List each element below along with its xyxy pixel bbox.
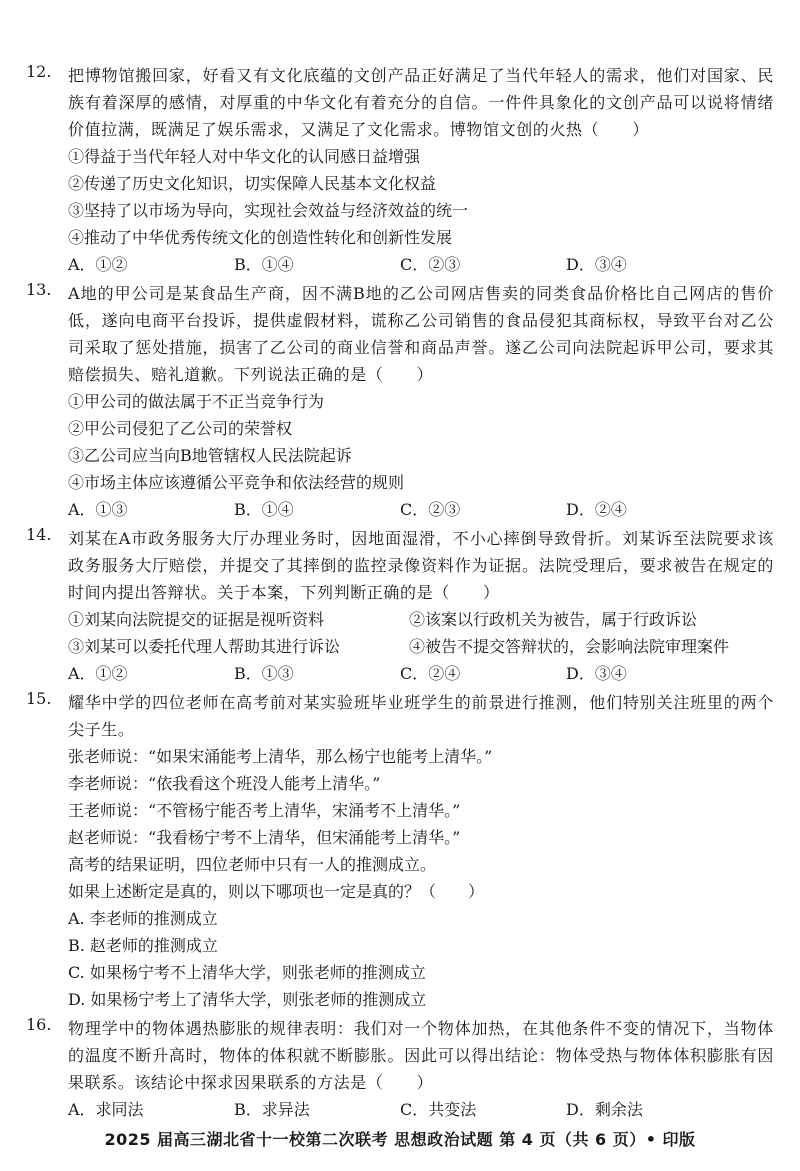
question-13 bbox=[26, 280, 774, 523]
statement: ①甲公司的做法属于不正当竞争行为 bbox=[68, 392, 325, 411]
question-stem: 把博物馆搬回家，好看又有文化底蕴的文创产品正好满足了当代年轻人的需求，他们对国家、民族有着深厚的感情，对厚重的中华文化有着充分的自信。一件件具象化的文创产品可以说将情绪价值拉满，既满足了娱乐需求，又满足了文化需求。博物馆文创的火热（ ） bbox=[68, 66, 774, 139]
teacher-statement: 赵老师说：“我看杨宁考不上清华，但宋涌能考上清华。” bbox=[68, 828, 461, 847]
answer-options bbox=[68, 251, 774, 278]
question-number: 15. bbox=[26, 689, 52, 708]
question-stem: 刘某在A市政务服务大厅办理业务时，因地面湿滑，不小心摔倒导致骨折。刘某诉至法院要求该政务服务大厅赔偿，并提交了其摔倒的监控录像资料作为证据。法院受理后，要求被告在规定的时间内提出答辩状。关于本案，下列判断正确的是（ ） bbox=[68, 529, 774, 602]
teacher-statement: 李老师说：“依我看这个班没人能考上清华。” bbox=[68, 774, 381, 793]
statement: ②传递了历史文化知识，切实保障人民基本文化权益 bbox=[68, 174, 437, 193]
question-prompt: 如果上述断定是真的，则以下哪项也一定是真的？（ ） bbox=[68, 882, 485, 901]
option-c: C．②④ bbox=[400, 664, 461, 683]
question-16 bbox=[26, 1015, 774, 1123]
teacher-statement: 张老师说：“如果宋涌能考上清华，那么杨宁也能考上清华。” bbox=[68, 747, 493, 766]
option-b: B．①④ bbox=[234, 255, 294, 274]
option-d: D．③④ bbox=[566, 664, 627, 683]
statement: ③坚持了以市场为导向，实现社会效益与经济效益的统一 bbox=[68, 201, 469, 220]
page-footer: 2025 届高三湖北省十一校第二次联考 思想政治试题 第 4 页（共 6 页）• 印版 bbox=[104, 1130, 696, 1149]
option-d: D．③④ bbox=[566, 255, 627, 274]
statement-row bbox=[68, 633, 774, 660]
question-15 bbox=[26, 689, 774, 1013]
option-a: A. 李老师的推测成立 bbox=[68, 909, 218, 928]
teacher-statement: 王老师说：“不管杨宁能否考上清华，宋涌考不上清华。” bbox=[68, 801, 461, 820]
question-number: 12. bbox=[26, 62, 52, 81]
answer-options bbox=[68, 660, 774, 687]
question-number: 16. bbox=[26, 1015, 52, 1034]
question-number: 13. bbox=[26, 280, 52, 299]
condition-line: 高考的结果证明，四位老师中只有一人的推测成立。 bbox=[68, 855, 437, 874]
option-d: D．剩余法 bbox=[566, 1100, 643, 1119]
option-b: B．求异法 bbox=[234, 1100, 310, 1119]
statement: ③乙公司应当向B地管辖权人民法院起诉 bbox=[68, 446, 352, 465]
answer-options bbox=[68, 496, 774, 523]
question-number: 14. bbox=[26, 525, 52, 544]
option-a: A．①② bbox=[68, 255, 128, 274]
option-c: C．②③ bbox=[400, 255, 461, 274]
statement: ①得益于当代年轻人对中华文化的认同感日益增强 bbox=[68, 147, 421, 166]
statement: ②该案以行政机关为被告，属于行政诉讼 bbox=[409, 610, 698, 629]
option-b: B．①④ bbox=[234, 500, 294, 519]
option-a: A．求同法 bbox=[68, 1100, 144, 1119]
question-stem: 物理学中的物体遇热膨胀的规律表明：我们对一个物体加热，在其他条件不变的情况下，当物体的温度不断升高时，物体的体积就不断膨胀。因此可以得出结论：物体受热与物体体积膨胀有因果联系。该结论中探求因果联系的方法是（ ） bbox=[68, 1019, 774, 1092]
option-b: B．①③ bbox=[234, 664, 294, 683]
question-14 bbox=[26, 525, 774, 687]
option-a: A．①③ bbox=[68, 500, 128, 519]
statement: ④推动了中华优秀传统文化的创造性转化和创新性发展 bbox=[68, 228, 453, 247]
statement: ④被告不提交答辩状的，会影响法院审理案件 bbox=[409, 637, 730, 656]
answer-options bbox=[68, 1096, 774, 1123]
statement: ④市场主体应该遵循公平竞争和依法经营的规则 bbox=[68, 473, 405, 492]
statement: ①刘某向法院提交的证据是视听资料 bbox=[68, 610, 325, 629]
option-b: B. 赵老师的推测成立 bbox=[68, 936, 218, 955]
question-stem: 耀华中学的四位老师在高考前对某实验班毕业班学生的前景进行推测，他们特别关注班里的两个尖子生。 bbox=[68, 693, 774, 739]
option-c: C．②③ bbox=[400, 500, 461, 519]
statement: ③刘某可以委托代理人帮助其进行诉讼 bbox=[68, 637, 341, 656]
option-c: C．共变法 bbox=[400, 1100, 477, 1119]
statement-row bbox=[68, 606, 774, 633]
option-c: C. 如果杨宁考不上清华大学，则张老师的推测成立 bbox=[68, 963, 426, 982]
question-12 bbox=[26, 62, 774, 278]
option-d: D. 如果杨宁考上了清华大学，则张老师的推测成立 bbox=[68, 990, 427, 1009]
option-d: D．②④ bbox=[566, 500, 627, 519]
question-stem: A地的甲公司是某食品生产商，因不满B地的乙公司网店售卖的同类食品价格比自己网店的售价低，遂向电商平台投诉，提供虚假材料，谎称乙公司销售的食品侵犯其商标权，导致平台对乙公司采取了惩处措施，损害了乙公司的商业信誉和商品声誉。遂乙公司向法院起诉甲公司，要求其赔偿损失、赔礼道歉。下列说法正确的是（ ） bbox=[68, 284, 774, 384]
statement: ②甲公司侵犯了乙公司的荣誉权 bbox=[68, 419, 293, 438]
option-a: A．①② bbox=[68, 664, 128, 683]
